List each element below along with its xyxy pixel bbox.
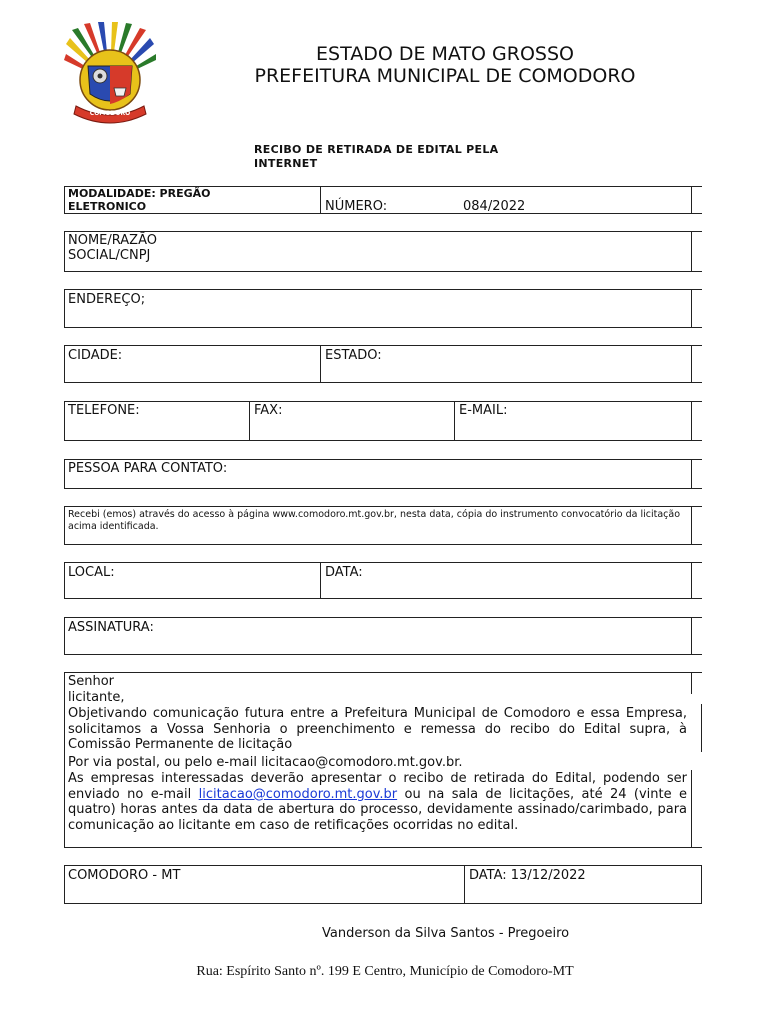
header-state: ESTADO DE MATO GROSSO (316, 43, 574, 65)
notice-para2: Por via postal, ou pelo e-mail licitacao@comodoro.mt.gov.br. (68, 755, 463, 770)
assinatura-field[interactable] (64, 617, 702, 655)
email-link[interactable]: licitacao@comodoro.mt.gov.br (198, 786, 398, 802)
telefone-label: TELEFONE: (68, 403, 140, 418)
cidade-label: CIDADE: (68, 348, 123, 363)
local-data-row (64, 562, 702, 599)
signature-line: Vanderson da Silva Santos - Pregoeiro (322, 926, 570, 941)
notice-para1: Objetivando comunicação futura entre a Prefeitura Municipal de Comodoro e essa Empresa, solicitamos a Vossa Senhoria o preenchimento e remessa do recibo do Edital supra, à Comissão Permanente de licitação (68, 706, 687, 753)
notice-para3: As empresas interessadas deverão apresentar o recibo de retirada do Edital, podendo ser enviado no e-mail licitacao@comodoro.mt.gov.br ou na sala de licitações, até 24 (vinte e quatro) horas antes da data de abertura do processo, devidamente assinado/carimbado, para comunicação ao licitante em caso de retificações ocorridas no edital. (68, 771, 688, 834)
data-label: DATA: (325, 565, 363, 580)
declaration-text: Recebi (emos) através do acesso à página www.comodoro.mt.gov.br, nesta data, cópia do instrumento convocatório da licitação acima identificada. (68, 509, 681, 532)
closing-date: DATA: 13/12/2022 (469, 868, 586, 883)
document-title: RECIBO DE RETIRADA DE EDITAL PELA INTERNET (254, 143, 499, 170)
closing-city: COMODORO - MT (68, 868, 181, 883)
endereco-label: ENDEREÇO; (68, 292, 146, 307)
svg-text:COMODORO: COMODORO (89, 110, 131, 117)
contact-row (64, 401, 702, 441)
municipal-crest-logo (62, 22, 158, 130)
footer-address: Rua: Espírito Santo nº. 199 E Centro, Município de Comodoro-MT (196, 964, 574, 979)
email-label: E-MAIL: (459, 403, 508, 418)
numero-label: NÚMERO: (325, 199, 388, 214)
local-label: LOCAL: (68, 565, 115, 580)
contato-label: PESSOA PARA CONTATO: (68, 461, 228, 476)
nome-label: NOME/RAZÃO SOCIAL/CNPJ (68, 233, 157, 263)
modalidade-label: MODALIDADE: PREGÃO ELETRONICO (68, 187, 211, 213)
notice-salutation: Senhor licitante, (68, 674, 125, 705)
numero-value: 084/2022 (463, 199, 526, 214)
header-municipality: PREFEITURA MUNICIPAL DE COMODORO (254, 65, 636, 87)
endereco-field[interactable] (64, 289, 702, 328)
cidade-estado-row (64, 345, 702, 383)
estado-label: ESTADO: (325, 348, 382, 363)
fax-label: FAX: (254, 403, 283, 418)
assinatura-label: ASSINATURA: (68, 620, 154, 635)
